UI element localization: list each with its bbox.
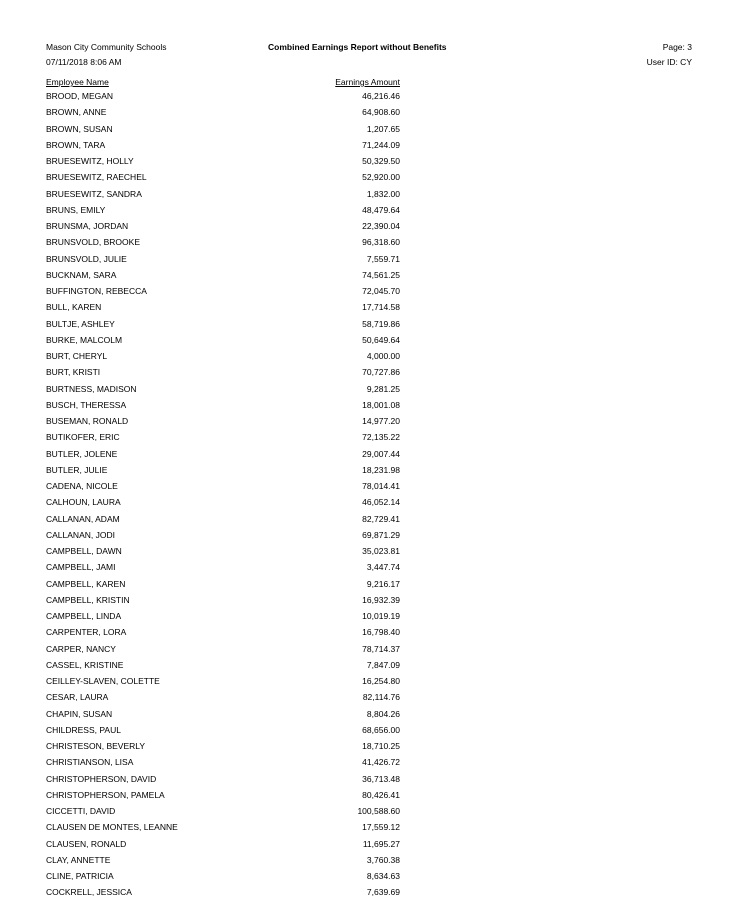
column-header-employee-name: Employee Name [46,77,109,87]
table-row [0,431,735,447]
earnings-amount: 36,713.48 [362,773,400,784]
table-row [0,594,735,610]
earnings-amount: 72,045.70 [362,286,400,296]
table-row [0,854,735,870]
earnings-amount: 48,479.64 [362,204,400,215]
earnings-amount: 16,254.80 [362,676,400,686]
employee-name: BRUNSVOLD, BROOKE [46,237,140,248]
earnings-amount: 64,908.60 [362,107,400,118]
table-row [0,626,735,642]
earnings-amount: 70,727.86 [362,367,400,378]
column-header-earnings-amount: Earnings Amount [335,77,400,87]
earnings-amount: 9,216.17 [366,578,400,589]
report-title: Combined Earnings Report without Benefits [268,42,447,52]
table-row [0,838,735,854]
employee-name: CEILLEY-SLAVEN, COLETTE [46,676,160,686]
earnings-amount: 14,977.20 [362,416,400,426]
earnings-amount: 11,695.27 [362,838,400,849]
user-id: User ID: CY [646,57,692,67]
employee-name: CARPENTER, LORA [46,627,127,638]
employee-name: BROWN, SUSAN [46,123,113,134]
earnings-amount: 16,798.40 [362,627,400,638]
table-row [0,870,735,886]
table-row [0,545,735,561]
employee-name: CHRISTIANSON, LISA [46,757,134,768]
employee-name: CLINE, PATRICIA [46,871,114,881]
employee-name: BROOD, MEGAN [46,91,114,101]
earnings-amount: 29,007.44 [362,448,400,459]
employee-name: CALLANAN, JODI [46,529,115,540]
earnings-amount: 17,714.58 [362,302,400,313]
table-row [0,123,735,139]
table-row [0,561,735,577]
table-row [0,220,735,236]
earnings-amount: 10,019.19 [362,611,400,621]
table-row [0,188,735,204]
employee-name: CAMPBELL, KAREN [46,578,126,589]
employee-name: CHRISTESON, BEVERLY [46,741,146,751]
employee-name: BULTJE, ASHLEY [46,318,115,329]
table-row [0,171,735,187]
earnings-table [0,90,735,903]
earnings-amount: 100,588.60 [357,806,400,816]
earnings-amount: 41,426.72 [362,757,400,768]
earnings-amount: 7,847.09 [366,659,400,670]
table-row [0,350,735,366]
employee-name: BRUNSVOLD, JULIE [46,253,127,264]
table-row [0,691,735,707]
employee-name: BURTNESS, MADISON [46,383,137,394]
earnings-amount: 3,760.38 [366,854,400,865]
earnings-amount: 82,114.76 [362,692,400,703]
table-row [0,334,735,350]
earnings-amount: 18,231.98 [362,464,400,475]
employee-name: CLAUSEN, RONALD [46,838,127,849]
table-row [0,383,735,399]
earnings-amount: 69,871.29 [362,529,400,540]
table-row [0,285,735,301]
earnings-amount: 46,216.46 [362,91,400,101]
earnings-amount: 1,832.00 [366,188,400,199]
earnings-amount: 9,281.25 [366,383,400,394]
table-row [0,496,735,512]
table-row [0,724,735,740]
employee-name: CAMPBELL, KRISTIN [46,594,130,605]
employee-name: BURKE, MALCOLM [46,334,123,345]
employee-name: BRUESEWITZ, RAECHEL [46,172,147,183]
table-row [0,106,735,122]
employee-name: BUSEMAN, RONALD [46,416,129,426]
earnings-amount: 46,052.14 [362,497,400,508]
report-datetime: 07/11/2018 8:06 AM [46,57,122,67]
earnings-amount: 16,932.39 [362,594,400,605]
employee-name: BRUNS, EMILY [46,204,106,215]
earnings-amount: 1,207.65 [366,123,400,134]
employee-name: CALLANAN, ADAM [46,513,120,524]
employee-name: CARPER, NANCY [46,643,116,654]
employee-name: BRUESEWITZ, SANDRA [46,188,142,199]
earnings-amount: 58,719.86 [362,318,400,329]
earnings-amount: 17,559.12 [362,822,400,833]
table-row [0,529,735,545]
employee-name: CLAUSEN DE MONTES, LEANNE [46,822,178,833]
employee-name: CASSEL, KRISTINE [46,659,124,670]
table-row [0,773,735,789]
table-row [0,253,735,269]
employee-name: BUSCH, THERESSA [46,399,127,410]
employee-name: CHRISTOPHERSON, PAMELA [46,789,165,800]
table-row [0,805,735,821]
employee-name: BURT, CHERYL [46,351,108,361]
employee-name: CADENA, NICOLE [46,481,118,491]
page-number: Page: 3 [662,42,692,52]
employee-name: CESAR, LAURA [46,692,109,703]
employee-name: CAMPBELL, LINDA [46,611,122,621]
table-row [0,578,735,594]
table-row [0,821,735,837]
earnings-amount: 3,447.74 [366,562,400,573]
table-row [0,789,735,805]
earnings-amount: 18,710.25 [362,741,400,751]
employee-name: BROWN, TARA [46,139,106,150]
table-row [0,708,735,724]
employee-name: BULL, KAREN [46,302,102,313]
earnings-amount: 80,426.41 [362,789,400,800]
employee-name: BRUNSMA, JORDAN [46,221,129,231]
table-row [0,90,735,106]
employee-name: CAMPBELL, JAMI [46,562,116,573]
table-row [0,204,735,220]
earnings-amount: 50,329.50 [362,156,400,166]
table-row [0,643,735,659]
earnings-amount: 22,390.04 [362,221,400,231]
earnings-amount: 74,561.25 [362,269,400,280]
table-row [0,448,735,464]
table-row [0,366,735,382]
earnings-amount: 7,639.69 [366,887,400,898]
table-row [0,318,735,334]
employee-name: BUTIKOFER, ERIC [46,432,120,443]
earnings-amount: 71,244.09 [362,139,400,150]
table-row [0,301,735,317]
table-row [0,675,735,691]
organization-name: Mason City Community Schools [46,42,167,52]
table-row [0,236,735,252]
employee-name: COCKRELL, JESSICA [46,887,132,898]
earnings-amount: 8,804.26 [366,708,400,719]
employee-name: BURT, KRISTI [46,367,101,378]
earnings-amount: 50,649.64 [362,334,400,345]
earnings-amount: 68,656.00 [362,724,400,735]
employee-name: BRUESEWITZ, HOLLY [46,156,134,166]
table-row [0,886,735,902]
employee-name: CHILDRESS, PAUL [46,724,121,735]
table-row [0,269,735,285]
table-row [0,464,735,480]
earnings-amount: 72,135.22 [362,432,400,443]
earnings-amount: 78,014.41 [362,481,400,491]
employee-name: BUCKNAM, SARA [46,269,117,280]
table-row [0,415,735,431]
table-row [0,399,735,415]
employee-name: CHRISTOPHERSON, DAVID [46,773,157,784]
employee-name: BUTLER, JOLENE [46,448,118,459]
earnings-amount: 96,318.60 [362,237,400,248]
employee-name: BUTLER, JULIE [46,464,108,475]
table-row [0,659,735,675]
employee-name: BROWN, ANNE [46,107,107,118]
table-row [0,480,735,496]
table-row [0,610,735,626]
earnings-amount: 7,559.71 [366,253,400,264]
earnings-amount: 35,023.81 [362,546,400,556]
table-row [0,756,735,772]
table-row [0,139,735,155]
earnings-amount: 82,729.41 [362,513,400,524]
employee-name: BUFFINGTON, REBECCA [46,286,147,296]
earnings-amount: 4,000.00 [366,351,400,361]
earnings-amount: 8,634.63 [366,871,400,881]
employee-name: CICCETTI, DAVID [46,806,116,816]
employee-name: CHAPIN, SUSAN [46,708,113,719]
employee-name: CAMPBELL, DAWN [46,546,122,556]
table-row [0,155,735,171]
earnings-amount: 78,714.37 [362,643,400,654]
table-row [0,513,735,529]
table-row [0,740,735,756]
employee-name: CLAY, ANNETTE [46,854,111,865]
employee-name: CALHOUN, LAURA [46,497,121,508]
earnings-amount: 18,001.08 [362,399,400,410]
earnings-amount: 52,920.00 [362,172,400,183]
